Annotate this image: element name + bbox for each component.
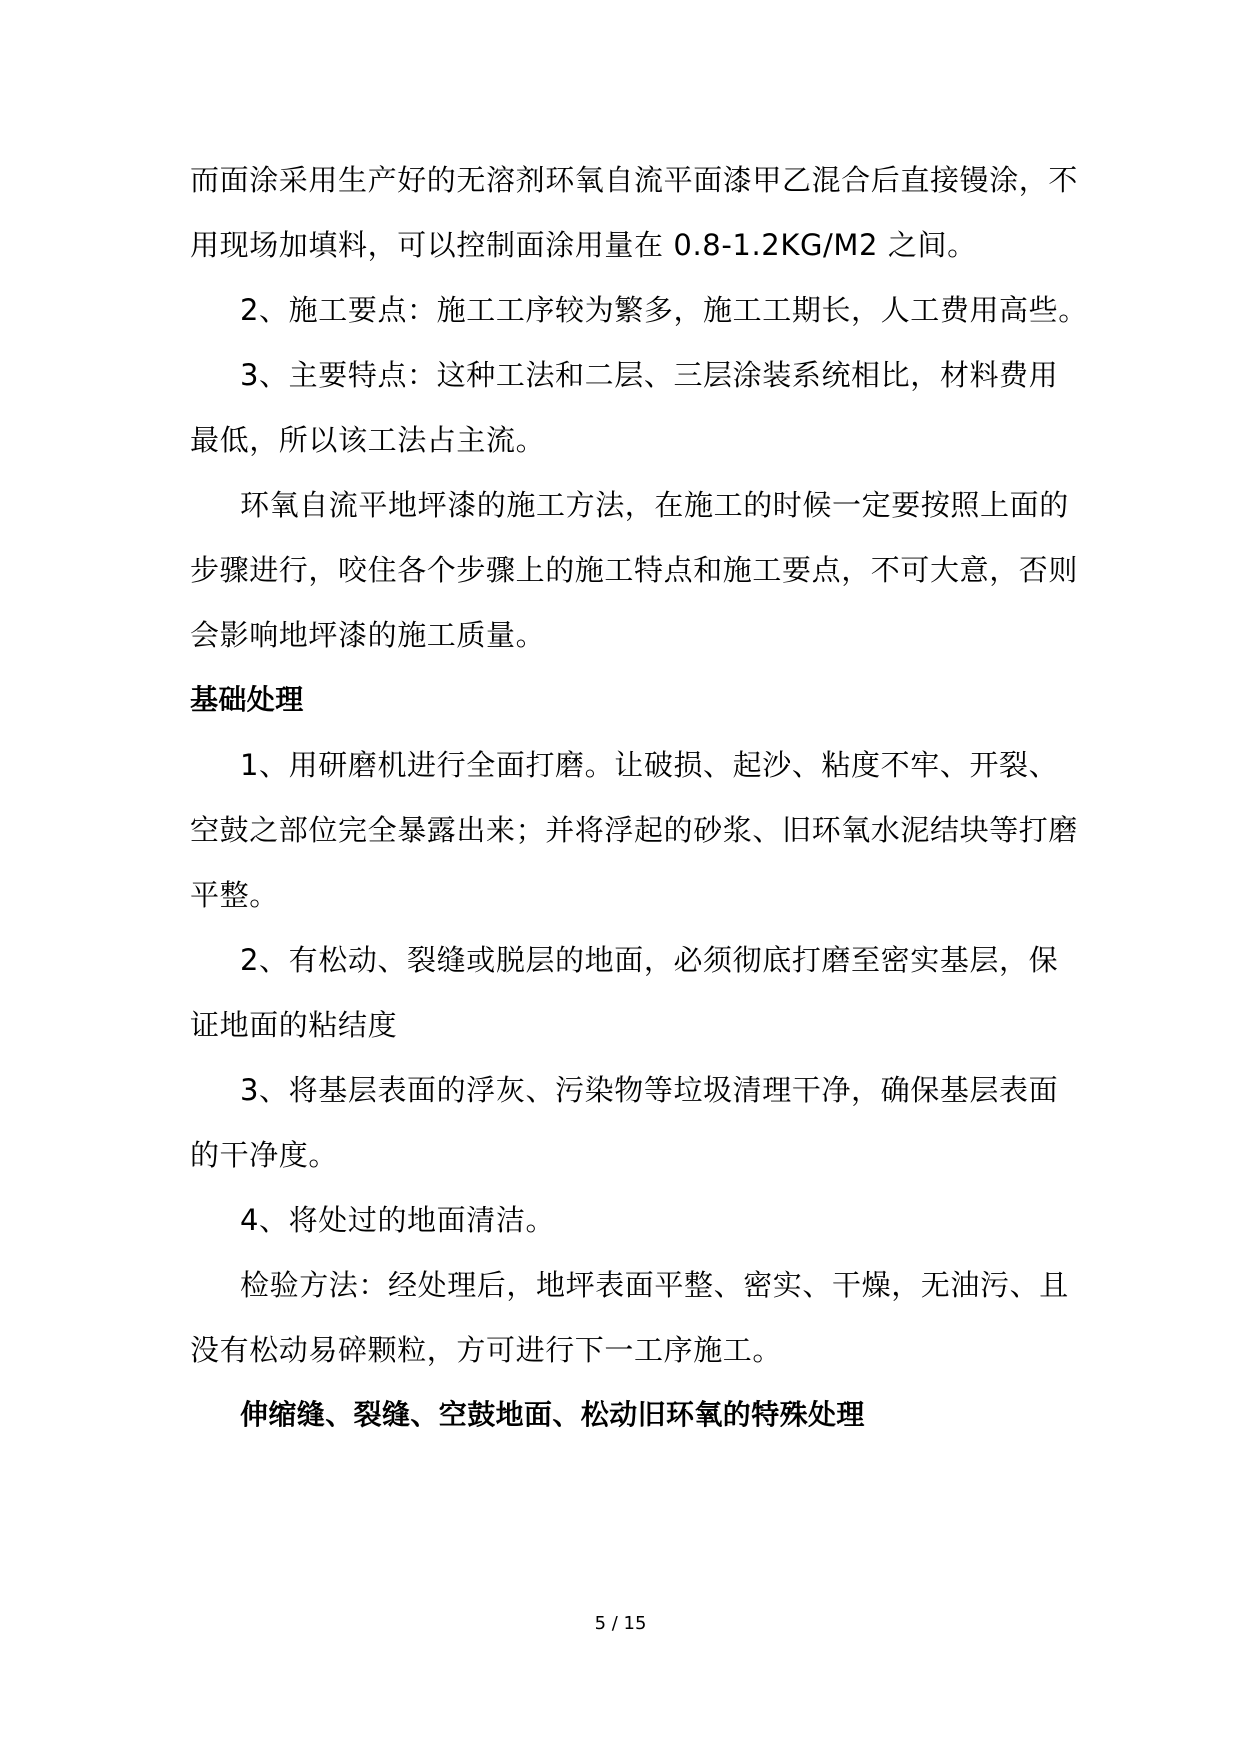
page-number: 5 / 15 <box>594 1613 647 1634</box>
paragraph-line: 2、有松动、裂缝或脱层的地面，必须彻底打磨至密实基层，保 <box>240 943 1059 977</box>
document-body <box>190 162 1088 1433</box>
paragraph-line: 3、将基层表面的浮灰、污染物等垃圾清理干净，确保基层表面 <box>240 1073 1059 1107</box>
paragraph-line: 用现场加填料，可以控制面涂用量在 0.8-1.2KG/M2 之间。 <box>190 228 977 262</box>
paragraph-line: 3、主要特点：这种工法和二层、三层涂装系统相比，材料费用 <box>240 358 1059 392</box>
paragraph-line: 平整。 <box>190 878 279 912</box>
paragraph-line: 检验方法：经处理后，地坪表面平整、密实、干燥，无油污、且 <box>240 1268 1069 1302</box>
paragraph-line: 的干净度。 <box>190 1138 339 1172</box>
section-subheading: 伸缩缝、裂缝、空鼓地面、松动旧环氧的特殊处理 <box>240 1398 865 1431</box>
paragraph-line: 步骤进行，咬住各个步骤上的施工特点和施工要点，不可大意，否则 <box>190 553 1079 587</box>
paragraph-line: 1、用研磨机进行全面打磨。让破损、起沙、粘度不牢、开裂、 <box>240 748 1059 782</box>
paragraph-line: 空鼓之部位完全暴露出来；并将浮起的砂浆、旧环氧水泥结块等打磨 <box>190 813 1079 847</box>
paragraph-line: 而面涂采用生产好的无溶剂环氧自流平面漆甲乙混合后直接镘涂，不 <box>190 163 1079 197</box>
paragraph-line: 最低，所以该工法占主流。 <box>190 423 546 457</box>
paragraph-line: 没有松动易碎颗粒，方可进行下一工序施工。 <box>190 1333 783 1367</box>
section-heading: 基础处理 <box>190 683 304 716</box>
paragraph-line: 会影响地坪漆的施工质量。 <box>190 618 546 652</box>
paragraph-line: 证地面的粘结度 <box>190 1008 398 1042</box>
paragraph-line: 4、将处过的地面清洁。 <box>240 1203 556 1237</box>
paragraph-line: 环氧自流平地坪漆的施工方法，在施工的时候一定要按照上面的 <box>240 488 1069 522</box>
paragraph-line: 2、施工要点：施工工序较为繁多，施工工期长，人工费用高些。 <box>240 293 1088 327</box>
